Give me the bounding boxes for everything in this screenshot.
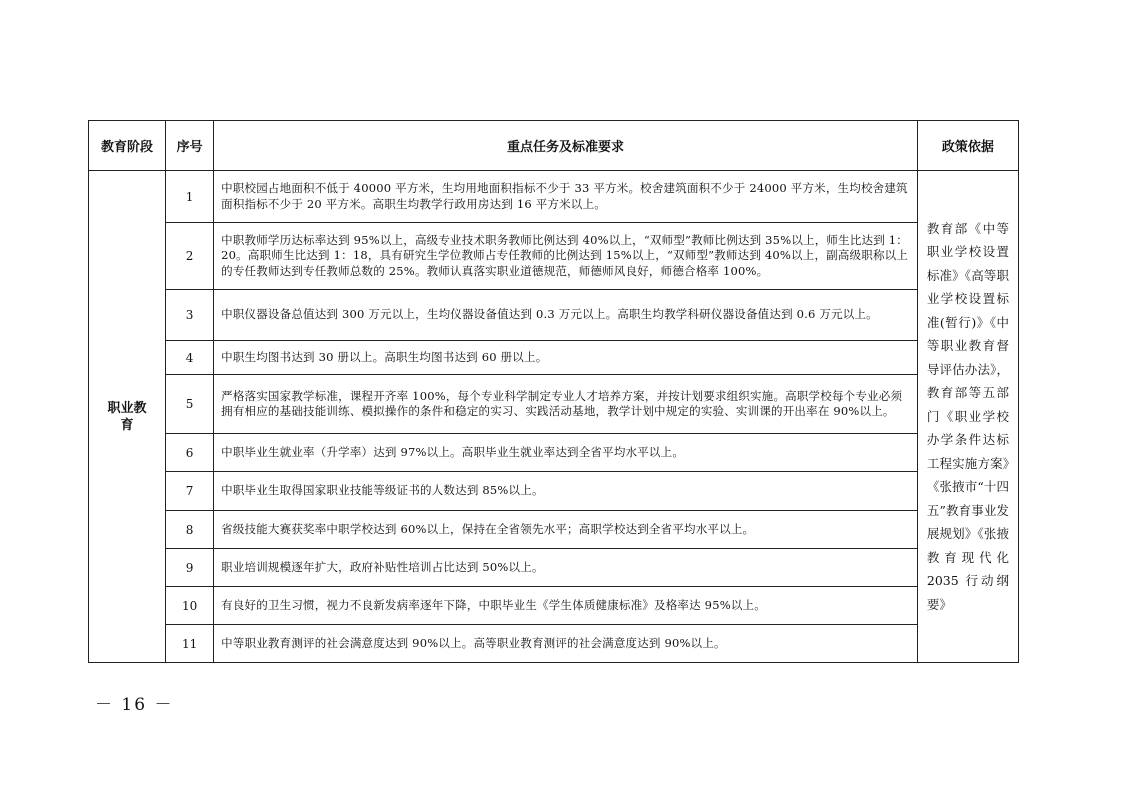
table-row: [89, 625, 1019, 663]
header-task: 重点任务及标准要求: [214, 121, 918, 171]
row-number: 7: [166, 472, 214, 511]
table-row: [89, 587, 1019, 625]
stage-cell: 职业教育: [89, 171, 166, 663]
table-row: [89, 290, 1019, 341]
header-stage: 教育阶段: [89, 121, 166, 171]
row-number: 3: [166, 290, 214, 341]
task-text: 中职仪器设备总值达到 300 万元以上，生均仪器设备值达到 0.3 万元以上。高职生均教学科研仪器设备值达到 0.6 万元以上。: [214, 290, 918, 341]
row-number: 2: [166, 223, 214, 290]
task-text: 中等职业教育测评的社会满意度达到 90%以上。高等职业教育测评的社会满意度达到 90%以上。: [214, 625, 918, 663]
task-text: 中职毕业生取得国家职业技能等级证书的人数达到 85%以上。: [214, 472, 918, 511]
row-number: 11: [166, 625, 214, 663]
task-text: 职业培训规模逐年扩大，政府补贴性培训占比达到 50%以上。: [214, 549, 918, 587]
task-text: 严格落实国家教学标准，课程开齐率 100%，每个专业科学制定专业人才培养方案，并按计划要求组织实施。高职学校每个专业必须拥有相应的基础技能训练、模拟操作的条件和稳定的实习、实践活动基地，教学计划中规定的实验、实训课的开出率在 90%以上。: [214, 375, 918, 434]
row-number: 9: [166, 549, 214, 587]
table-row: [89, 171, 1019, 223]
table-header-row: [89, 121, 1019, 171]
row-number: 6: [166, 434, 214, 472]
row-number: 1: [166, 171, 214, 223]
table-row: [89, 434, 1019, 472]
table-row: [89, 341, 1019, 375]
table-row: [89, 223, 1019, 290]
table-row: [89, 511, 1019, 549]
table-row: [89, 375, 1019, 434]
task-text: 中职教师学历达标率达到 95%以上，高级专业技术职务教师比例达到 40%以上，“双师型”教师比例达到 35%以上，师生比达到 1：20。高职师生比达到 1：18，具有研究生学位教师占专任教师的比例达到 15%以上，“双师型”教师达到 40%以上，副高级职称以上的专任教师达到专任教师总数的 25%。教师认真落实职业道德规范，师德师风良好，师德合格率 100%。: [214, 223, 918, 290]
table-row: [89, 472, 1019, 511]
row-number: 8: [166, 511, 214, 549]
task-text: 有良好的卫生习惯，视力不良新发病率逐年下降，中职毕业生《学生体质健康标准》及格率达 95%以上。: [214, 587, 918, 625]
task-text: 中职校园占地面积不低于 40000 平方米，生均用地面积指标不少于 33 平方米。校舍建筑面积不少于 24000 平方米，生均校舍建筑面积指标不少于 20 平方米。高职生均教学行政用房达到 16 平方米以上。: [214, 171, 918, 223]
table-row: [89, 549, 1019, 587]
task-text: 中职毕业生就业率（升学率）达到 97%以上。高职毕业生就业率达到全省平均水平以上。: [214, 434, 918, 472]
task-text: 省级技能大赛获奖率中职学校达到 60%以上，保持在全省领先水平；高职学校达到全省平均水平以上。: [214, 511, 918, 549]
page-number: － 16 －: [95, 695, 174, 715]
row-number: 5: [166, 375, 214, 434]
row-number: 10: [166, 587, 214, 625]
standards-table: [88, 120, 1019, 663]
header-num: 序号: [166, 121, 214, 171]
task-text: 中职生均图书达到 30 册以上。高职生均图书达到 60 册以上。: [214, 341, 918, 375]
row-number: 4: [166, 341, 214, 375]
policy-basis-cell: 教育部《中等职业学校设置标准》《高等职业学校设置标准(暂行)》《中等职业教育督导评估办法》，教育部等五部门《职业学校办学条件达标工程实施方案》《张掖市“十四五”教育事业发展规划》《张掖教育现代化2035 行动纲要》: [917, 171, 1018, 663]
header-basis: 政策依据: [917, 121, 1018, 171]
